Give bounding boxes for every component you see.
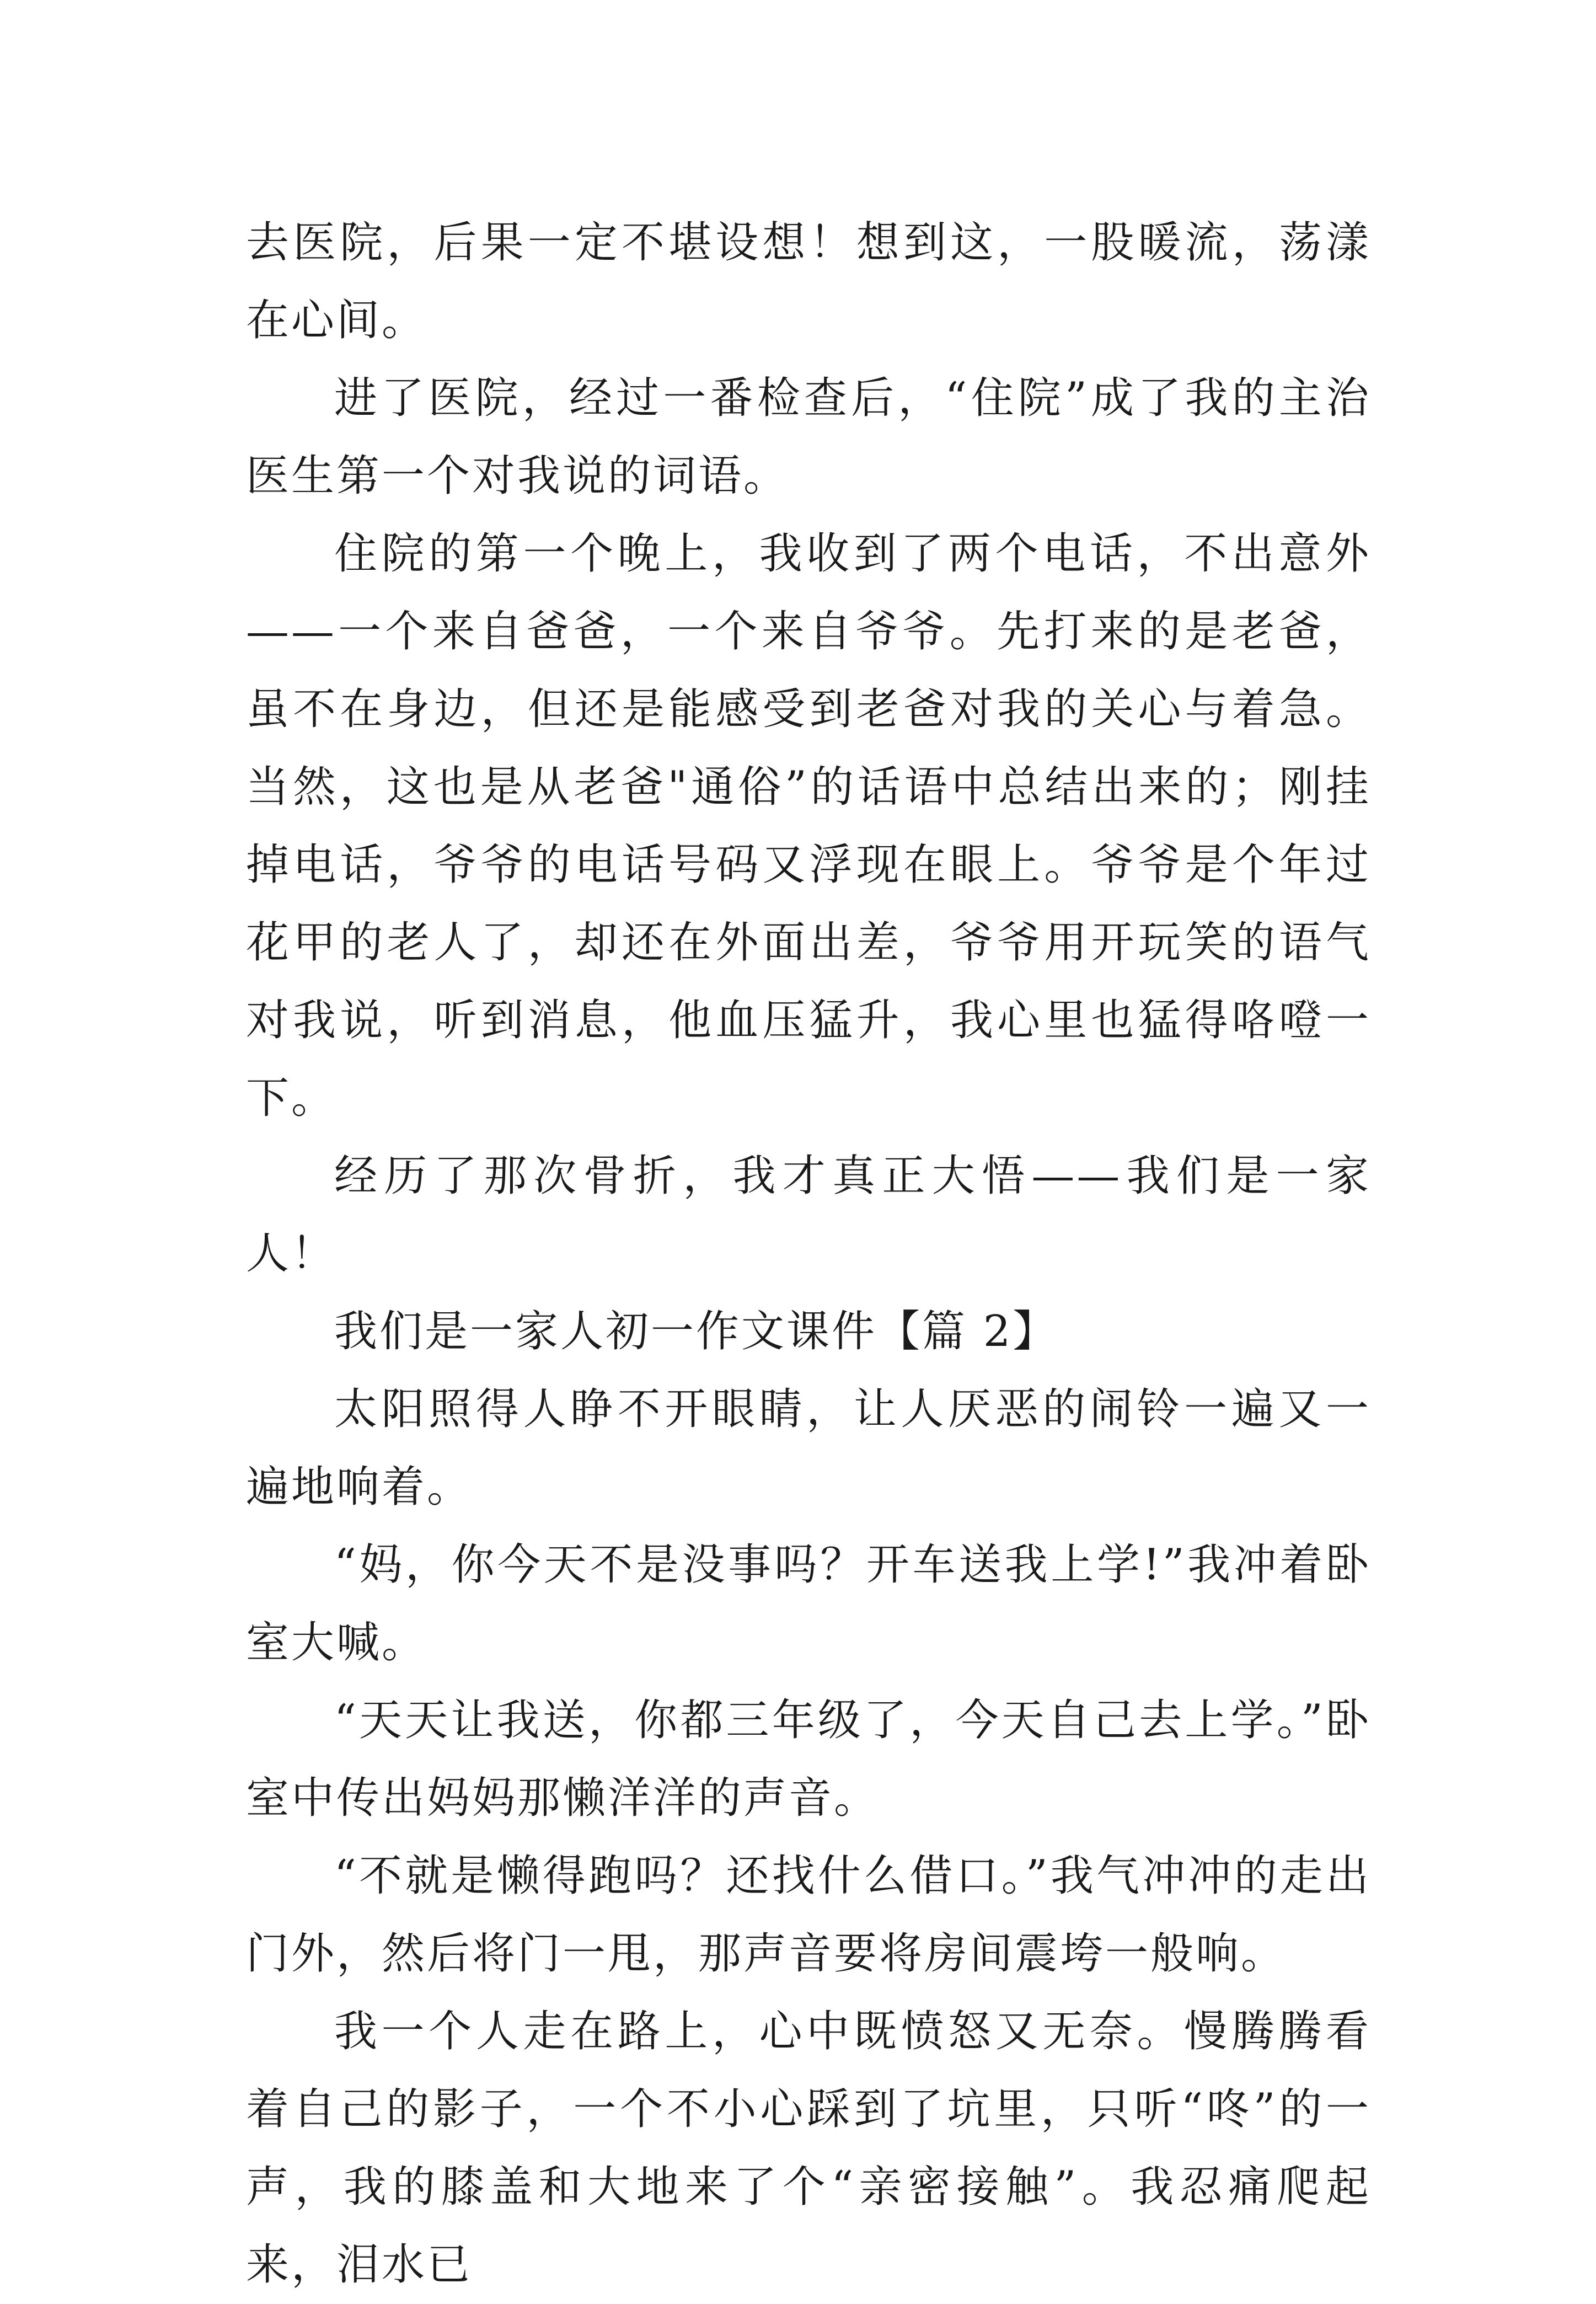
paragraph: 太阳照得人睁不开眼睛，让人厌恶的闹铃一遍又一遍地响着。	[246, 1384, 1371, 1512]
paragraph: 经历了那次骨折，我才真正大悟——我们是一家人！	[246, 1151, 1371, 1279]
paragraph: 去医院，后果一定不堪设想！想到这，一股暖流，荡漾在心间。	[246, 218, 1371, 345]
paragraph: “不就是懒得跑吗？还找什么借口。”我气冲冲的走出门外，然后将门一甩，那声音要将房间震垮一般响。	[246, 1851, 1371, 1979]
section-heading: 我们是一家人初一作文课件【篇 2】	[334, 1307, 1058, 1356]
document-body	[246, 204, 1371, 2304]
paragraph: 住院的第一个晚上，我收到了两个电话，不出意外——一个来自爸爸，一个来自爷爷。先打来的是老爸，虽不在身边，但还是能感受到老爸对我的关心与着急。当然，这也是从老爸"通俗”的话语中总结出来的；刚挂掉电话，爷爷的电话号码又浮现在眼上。爷爷是个年过花甲的老人了，却还在外面出差，爷爷用开玩笑的语气对我说，听到消息，他血压猛升，我心里也猛得咯噔一下。	[246, 529, 1371, 1123]
paragraph: “天天让我送，你都三年级了，今天自己去上学。”卧室中传出妈妈那懒洋洋的声音。	[246, 1696, 1371, 1823]
paragraph: 我一个人走在路上，心中既愤怒又无奈。慢腾腾看着自己的影子，一个不小心踩到了坑里，只听“咚”的一声，我的膝盖和大地来了个“亲密接触”。我忍痛爬起来，泪水已	[246, 2007, 1371, 2290]
paragraph: 进了医院，经过一番检查后，“住院”成了我的主治医生第一个对我说的词语。	[246, 373, 1371, 501]
paragraph: “妈，你今天不是没事吗？开车送我上学!”我冲着卧室大喊。	[246, 1540, 1371, 1667]
